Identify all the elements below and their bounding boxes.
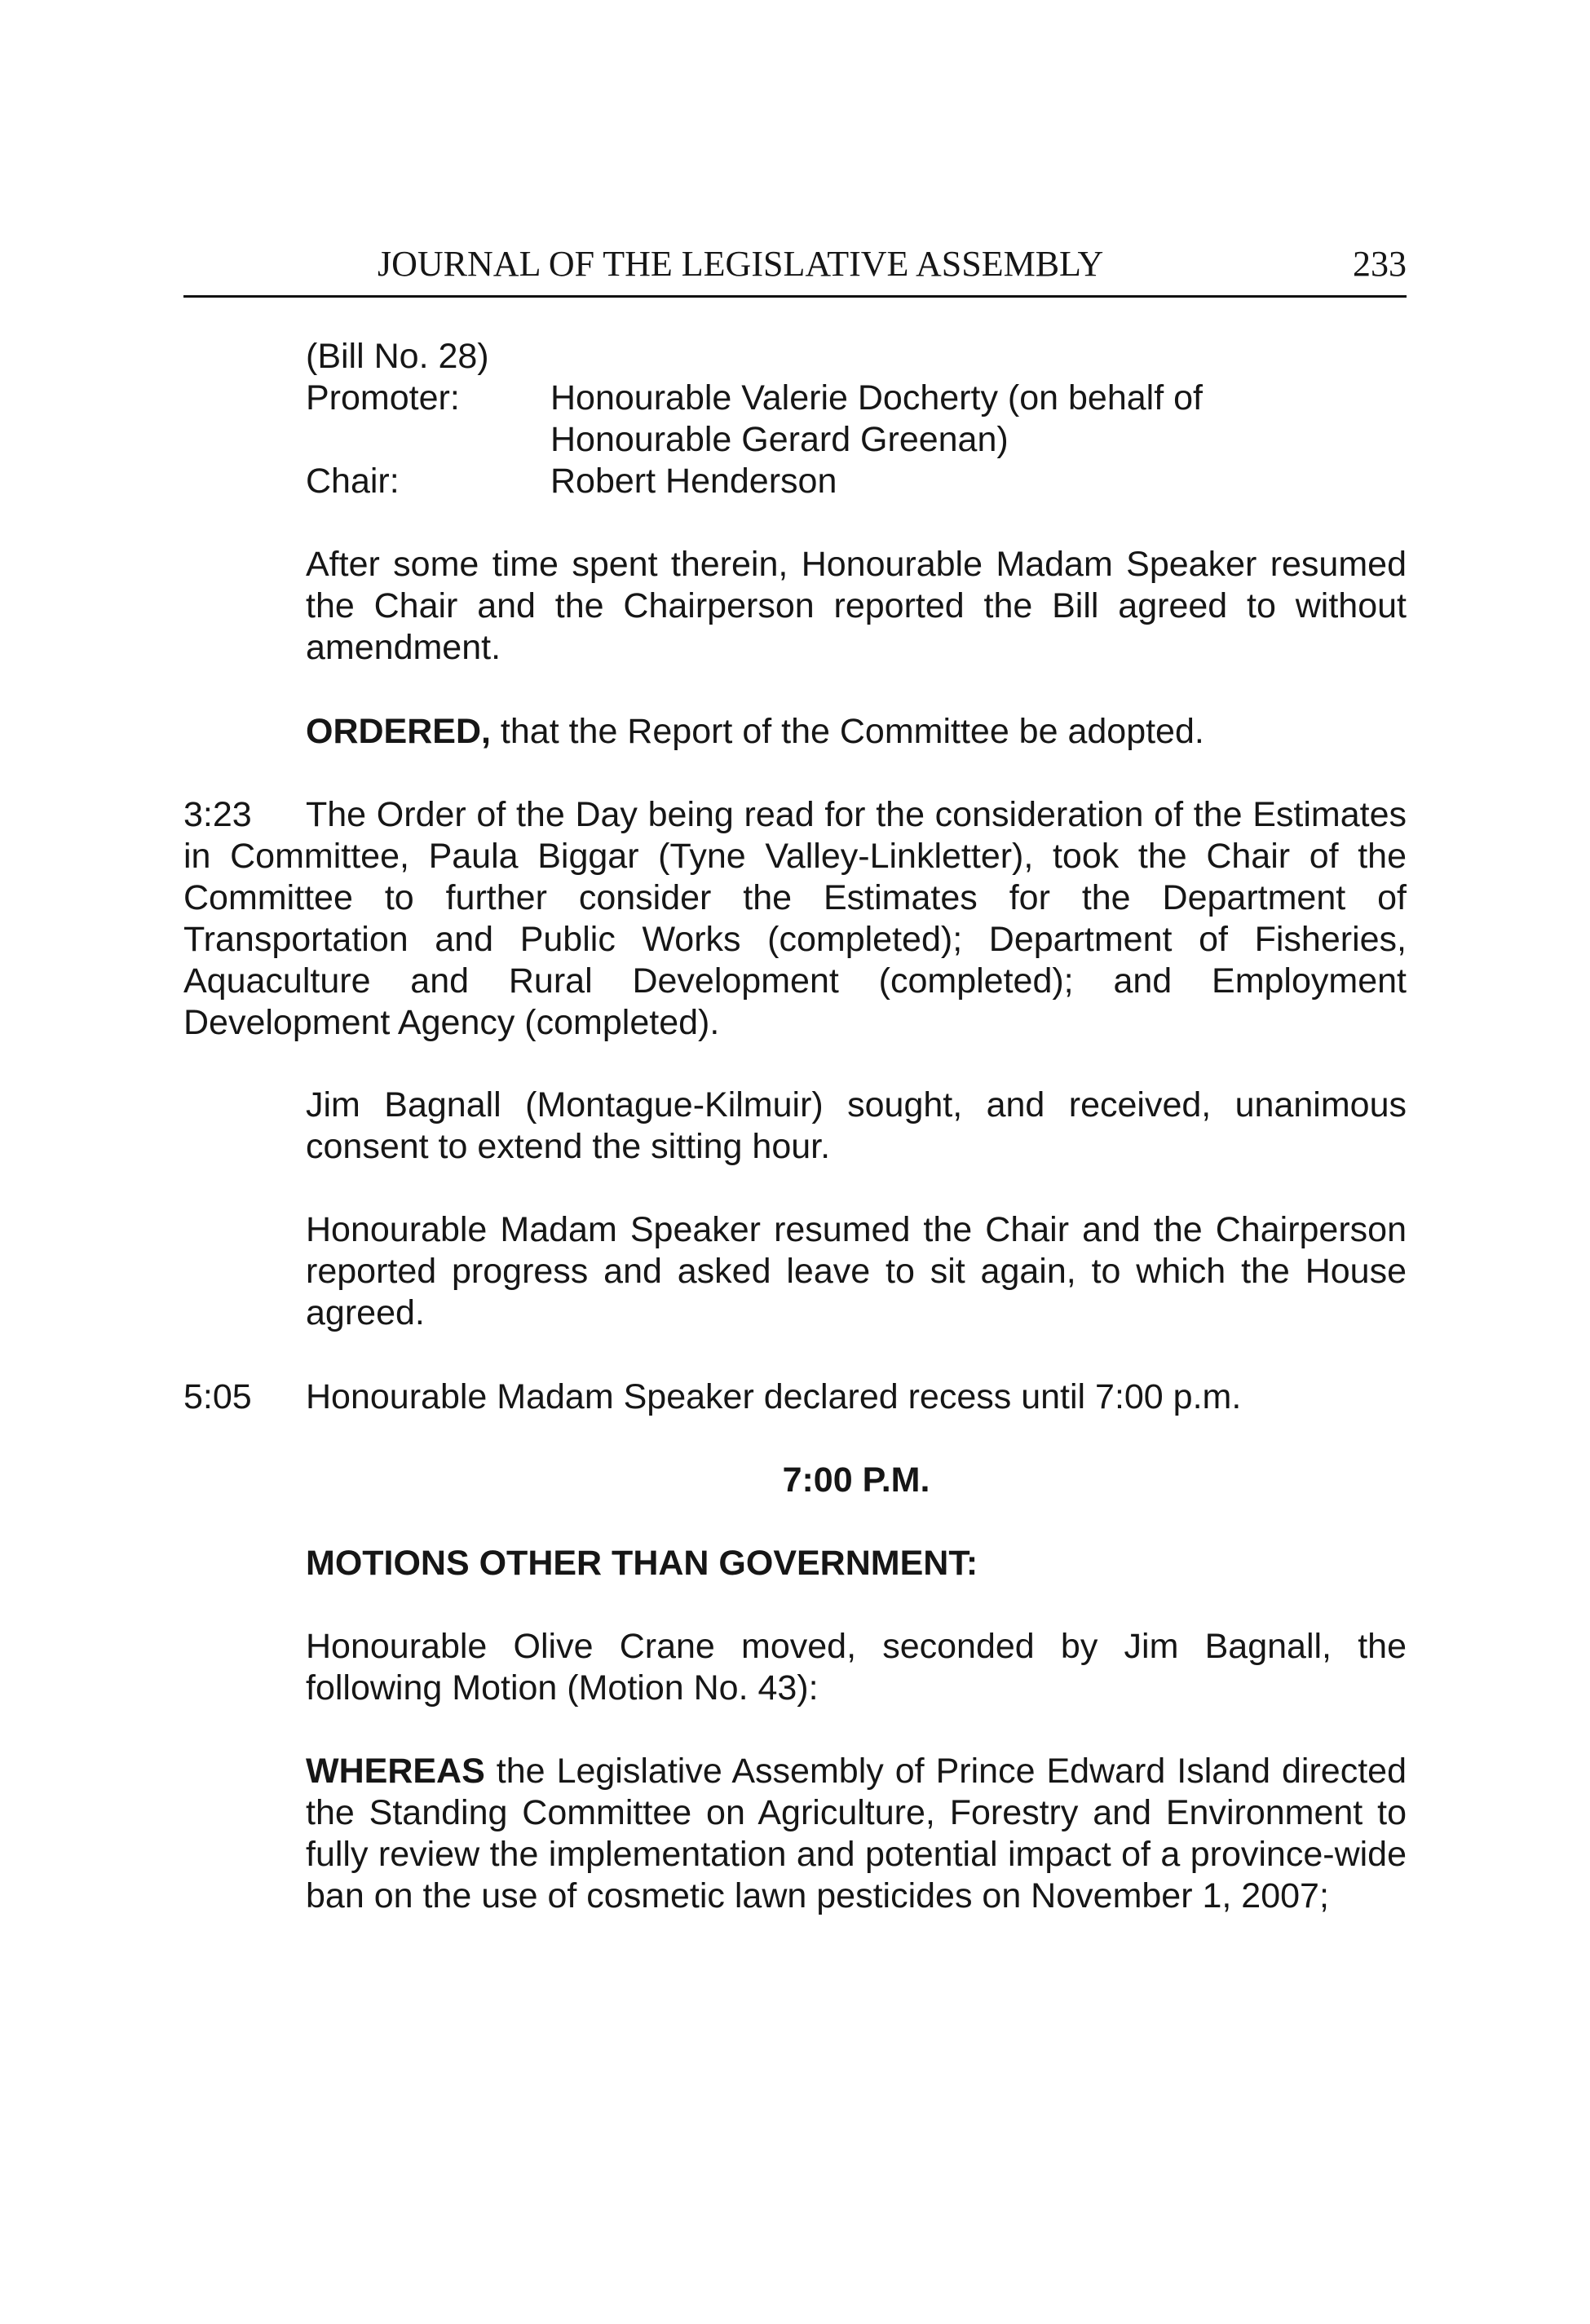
promoter-name-line2: Honourable Gerard Greenan) <box>550 420 1009 459</box>
speaker-resumed-paragraph: Honourable Madam Speaker resumed the Chair and the Chairperson reported progress and asked leave to sit again, to which the House agreed. <box>306 1210 1407 1332</box>
ordered-paragraph <box>306 711 1407 753</box>
bagnall-consent-paragraph: Jim Bagnall (Montague-Kilmuir) sought, and received, unanimous consent to extend the sitting hour. <box>306 1085 1407 1166</box>
crane-motion-paragraph: Honourable Olive Crane moved, seconded by Jim Bagnall, the following Motion (Motion No. 43): <box>306 1627 1407 1708</box>
page-header <box>183 243 1407 298</box>
motions-heading: MOTIONS OTHER THAN GOVERNMENT: <box>306 1544 978 1583</box>
entry-text-505: Honourable Madam Speaker declared recess until 7:00 p.m. <box>306 1377 1242 1416</box>
journal-title: JOURNAL OF THE LEGISLATIVE ASSEMBLY <box>378 244 1104 284</box>
entry-time-505: 5:05 <box>183 1377 252 1416</box>
ordered-keyword: ORDERED, <box>306 712 491 751</box>
after-time-paragraph: After some time spent therein, Honourable Madam Speaker resumed the Chair and the Chairperson reported the Bill agreed to without amendment. <box>306 545 1407 667</box>
chair-label: Chair: <box>306 462 400 501</box>
whereas-text: the Legislative Assembly of Prince Edward Island directed the Standing Committee on Agriculture, Forestry and Environment to fully review the implementation and potential impact of a province-wide ban on the use of cosmetic lawn pesticides on November 1, 2007; <box>306 1752 1407 1915</box>
page-number: 233 <box>1353 244 1407 284</box>
whereas-keyword: WHEREAS <box>306 1752 485 1791</box>
chair-name: Robert Henderson <box>550 462 837 501</box>
whereas-paragraph <box>306 1751 1407 1917</box>
ordered-text: that the Report of the Committee be adopted. <box>490 712 1204 751</box>
entry-text-323: The Order of the Day being read for the consideration of the Estimates in Committee, Paula Biggar (Tyne Valley-Linkletter), took the Chair of the Committee to further consider the Estimates for the Department of Transportation and Public Works (completed); Department of Fisheries, Aquaculture and Rural Development (completed); and Employment Development Agency (completed). <box>183 795 1407 1042</box>
entry-time-323: 3:23 <box>183 795 252 834</box>
promoter-name-line1: Honourable Valerie Docherty (on behalf of <box>550 378 1203 418</box>
promoter-label: Promoter: <box>306 378 460 418</box>
bill-number: (Bill No. 28) <box>306 337 489 376</box>
evening-heading: 7:00 P.M. <box>782 1460 930 1500</box>
